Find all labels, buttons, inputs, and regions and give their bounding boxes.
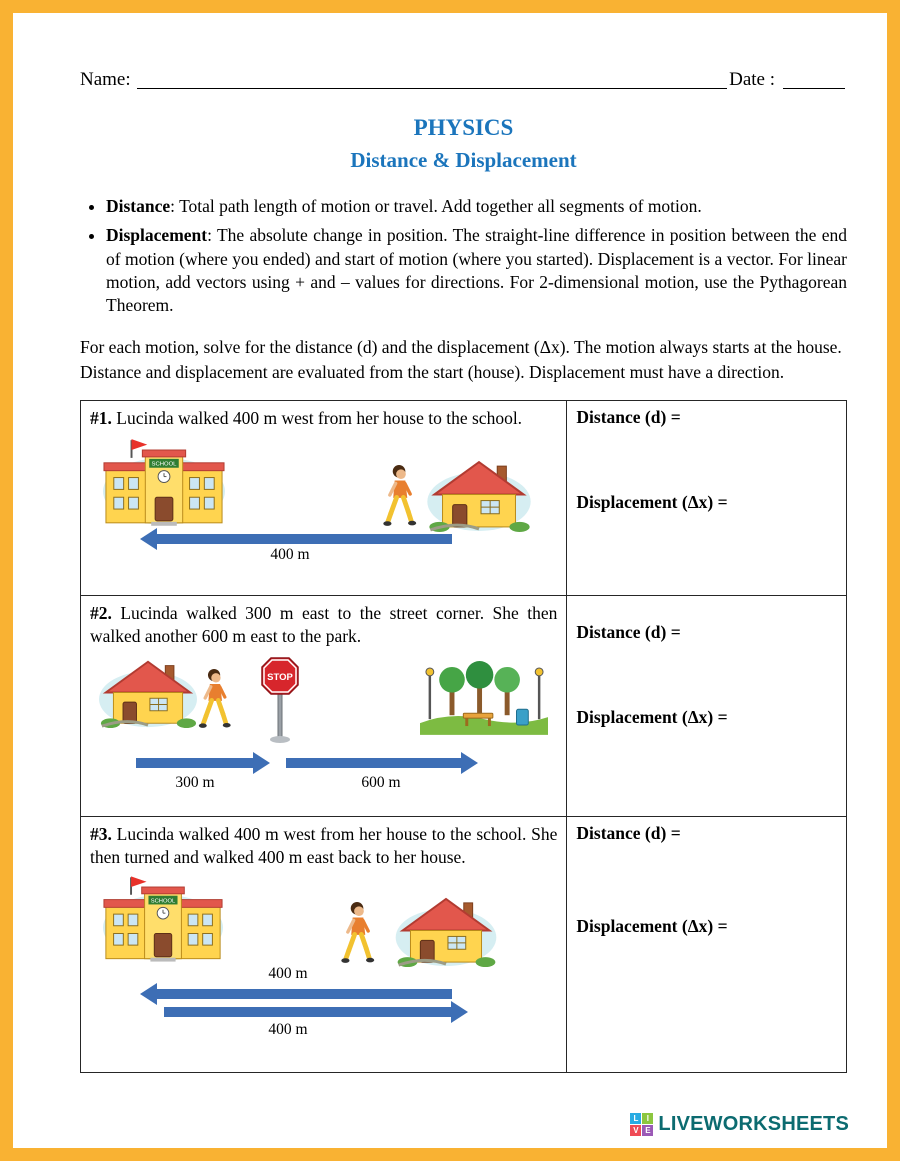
motion-arrow-east: [164, 1007, 452, 1017]
liveworksheets-logo[interactable]: [630, 1113, 849, 1136]
distance-answer-row: [576, 407, 837, 428]
problem-1-statement: Lucinda walked 400 m west from her house to the school.: [116, 408, 523, 429]
displacement-answer-input[interactable]: [728, 493, 798, 513]
definition-distance-term: Distance: [106, 196, 171, 216]
problem-row-2: [81, 596, 847, 817]
definition-distance: [106, 195, 847, 218]
school-image: [102, 436, 226, 527]
motion-arrow-east: [286, 758, 462, 768]
problem-2-answers: [567, 596, 847, 817]
date-blank-line[interactable]: [783, 72, 845, 89]
problem-1-cell: [81, 401, 567, 596]
distance-answer-row: [576, 622, 837, 643]
problem-row-3: [81, 817, 847, 1073]
page-title: PHYSICS: [413, 115, 514, 140]
problem-1-illustration: [90, 434, 557, 562]
arrow-distance-label: 400 m: [270, 546, 310, 564]
problem-1-number: #1.: [90, 408, 112, 429]
motion-arrow-west: [156, 534, 452, 544]
displacement-label: Displacement (Δx) =: [576, 916, 728, 937]
displacement-answer-row: [576, 492, 837, 513]
displacement-answer-input[interactable]: [728, 708, 798, 728]
motion-arrow-east: [136, 758, 254, 768]
problem-2-number: #2.: [90, 603, 112, 624]
school-image: [102, 873, 224, 963]
problem-3-illustration: [90, 873, 557, 1039]
distance-answer-row: [576, 823, 837, 844]
displacement-answer-input[interactable]: [728, 917, 798, 937]
distance-label: Distance (d) =: [576, 407, 681, 428]
displacement-answer-row: [576, 707, 837, 728]
problem-3-answers: [567, 817, 847, 1073]
name-date-row: [80, 69, 847, 91]
problem-row-1: [81, 401, 847, 596]
liveworksheets-logo-grid: [630, 1113, 653, 1136]
definition-displacement-term: Displacement: [106, 225, 208, 246]
arrow-distance-label: 400 m: [268, 1020, 308, 1038]
problem-3-number: #3.: [90, 824, 112, 845]
name-blank-line[interactable]: [137, 72, 727, 89]
definition-distance-text: : Total path length of motion or travel. Add together all segments of motion.: [170, 196, 702, 216]
problem-3-statement: Lucinda walked 400 m west from her house to the school. She then turned and walked 400 m east back to her house.: [90, 824, 558, 868]
house-image: [426, 456, 532, 533]
stop-sign-image: [258, 656, 302, 744]
date-label: Date :: [729, 69, 775, 90]
definition-displacement-text: : The absolute change in position. The straight-line difference in position between the end of motion (where you ended) and start of motion (where you started). Displacement is a vector. For linear motion, add vectors using + and – values for directions. For 2-dimensional motion, use the Pythagorean Theorem.: [106, 225, 847, 316]
distance-label: Distance (d) =: [576, 622, 681, 643]
definitions-list: [80, 195, 847, 317]
problem-2-text: [90, 602, 557, 648]
house-image: [98, 656, 198, 729]
distance-answer-input[interactable]: [681, 623, 751, 643]
arrow-distance-label: 600 m: [361, 773, 401, 791]
displacement-label: Displacement (Δx) =: [576, 492, 728, 513]
house-image: [394, 893, 498, 968]
page-subtitle: Distance & Displacement: [350, 148, 577, 172]
problem-2-cell: [81, 596, 567, 817]
walking-person-image: [198, 668, 232, 728]
walking-person-image: [340, 901, 376, 963]
liveworksheets-wordmark: LIVEWORKSHEETS: [658, 1113, 849, 1135]
park-image: [420, 658, 548, 735]
problem-1-text: [90, 407, 557, 430]
worksheet-content: [13, 69, 887, 1073]
arrow-distance-label: 300 m: [175, 773, 215, 791]
problems-table: [80, 400, 847, 1073]
displacement-answer-row: [576, 916, 837, 937]
logo-letter-l: L: [630, 1113, 641, 1124]
logo-letter-e: E: [642, 1125, 653, 1136]
arrow-distance-label: 400 m: [268, 964, 308, 982]
instructions-paragraph: For each motion, solve for the distance (d) and the displacement (Δx). The motion always starts at the house. Distance and displacement are evaluated from the start (house). Displacement must have a direction.: [80, 337, 842, 382]
problem-1-answers: [567, 401, 847, 596]
problem-3-cell: [81, 817, 567, 1073]
problem-3-text: [90, 823, 557, 869]
motion-arrow-west: [156, 989, 452, 999]
logo-letter-v: V: [630, 1125, 641, 1136]
distance-answer-input[interactable]: [681, 824, 751, 844]
walking-person-image: [382, 464, 418, 526]
distance-answer-input[interactable]: [681, 408, 751, 428]
name-label: Name:: [80, 69, 131, 90]
logo-letter-i: I: [642, 1113, 653, 1124]
definition-displacement: [106, 224, 847, 317]
displacement-label: Displacement (Δx) =: [576, 707, 728, 728]
distance-label: Distance (d) =: [576, 823, 681, 844]
problem-2-illustration: [90, 652, 557, 798]
problem-2-statement: Lucinda walked 300 m east to the street corner. She then walked another 600 m east to the park.: [90, 603, 558, 647]
